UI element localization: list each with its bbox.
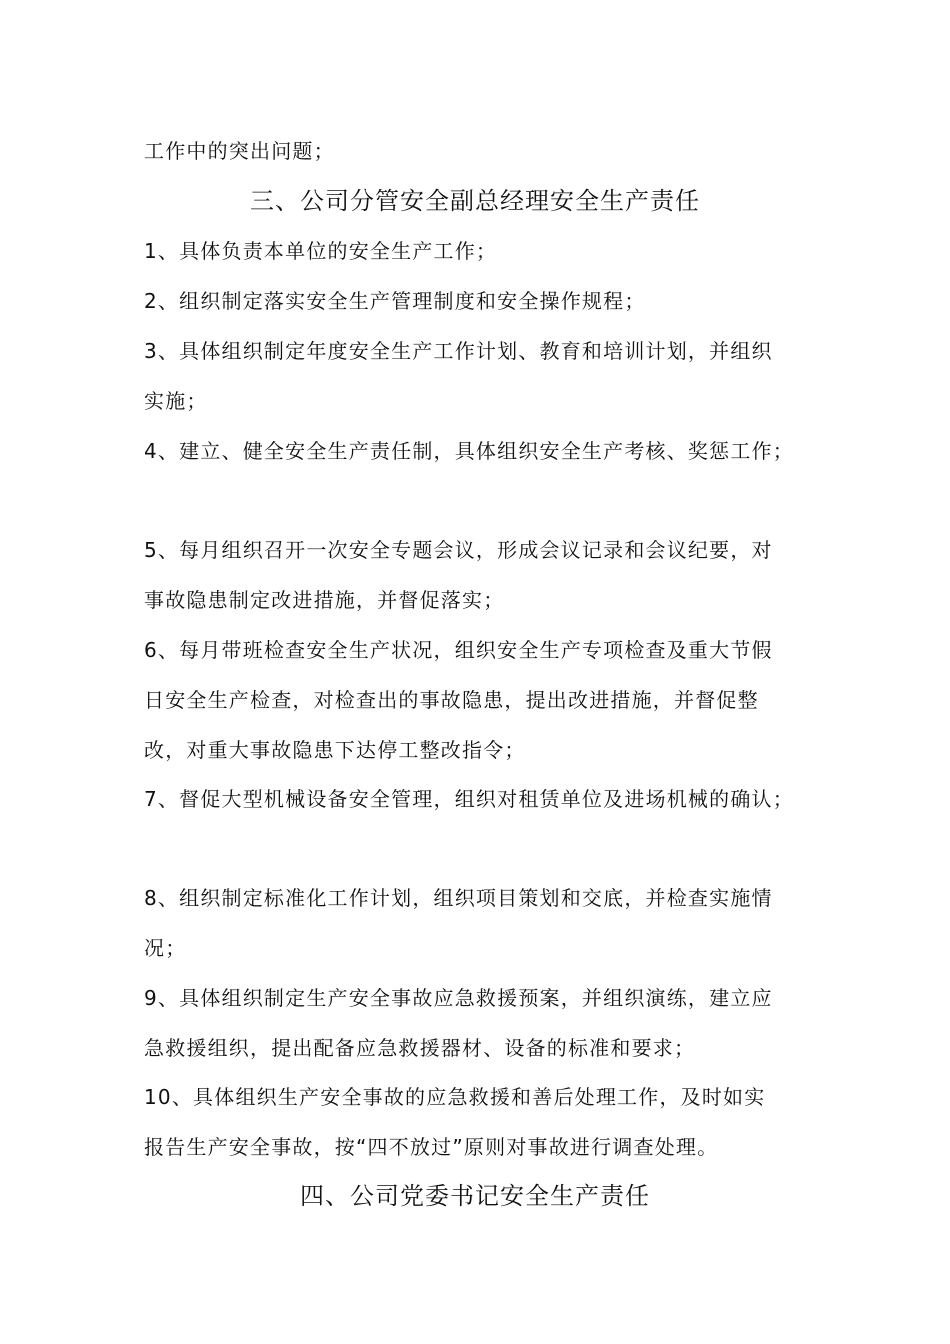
- paragraph-line: 2、组织制定落实安全生产管理制度和安全操作规程；: [144, 289, 646, 313]
- paragraph-line: 日安全生产检查，对检查出的事故隐患，提出改进措施，并督促整: [144, 688, 759, 712]
- paragraph-line: 实施；: [144, 389, 208, 413]
- paragraph-line: 报告生产安全事故，按“四不放过”原则对事故进行调查处理。: [144, 1135, 719, 1159]
- paragraph-line: 10、具体组织生产安全事故的应急救援和善后处理工作，及时如实: [144, 1085, 766, 1109]
- section-heading: 四、公司党委书记安全生产责任: [300, 1182, 650, 1210]
- paragraph-line: 1、具体负责本单位的安全生产工作；: [144, 239, 498, 263]
- paragraph-line: 7、督促大型机械设备安全管理，组织对租赁单位及进场机械的确认；: [144, 787, 794, 811]
- paragraph-line: 事故隐患制定改进措施，并督促落实；: [144, 588, 505, 612]
- paragraph-line: 4、建立、健全安全生产责任制，具体组织安全生产考核、奖惩工作；: [144, 439, 794, 463]
- paragraph-line: 3、具体组织制定年度安全生产工作计划、教育和培训计划，并组织: [144, 339, 773, 363]
- paragraph-line: 况；: [144, 936, 187, 960]
- paragraph-line: 改，对重大事故隐患下达停工整改指令；: [144, 738, 526, 762]
- section-heading: 三、公司分管安全副总经理安全生产责任: [250, 187, 700, 215]
- paragraph-line: 急救援组织，提出配备应急救援器材、设备的标准和要求；: [144, 1036, 696, 1060]
- paragraph-line: 5、每月组织召开一次安全专题会议，形成会议记录和会议纪要，对: [144, 538, 773, 562]
- paragraph-line: 工作中的突出问题；: [144, 139, 335, 163]
- paragraph-line: 6、每月带班检查安全生产状况，组织安全生产专项检查及重大节假: [144, 638, 773, 662]
- paragraph-line: 8、组织制定标准化工作计划，组织项目策划和交底，并检查实施情: [144, 886, 773, 910]
- paragraph-line: 9、具体组织制定生产安全事故应急救援预案，并组织演练，建立应: [144, 986, 773, 1010]
